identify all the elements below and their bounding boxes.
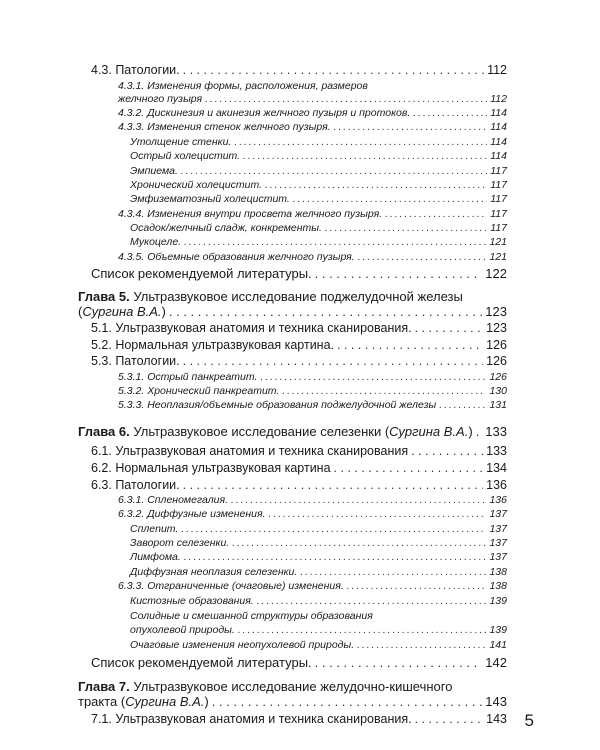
- toc-page-number: 114: [490, 150, 507, 162]
- dot-leader: [205, 93, 487, 105]
- toc-page-number: 114: [490, 136, 507, 148]
- toc-entry-text: 5.2. Нормальная ультразвуковая картина.: [91, 338, 335, 352]
- toc-page-number: 126: [489, 371, 507, 383]
- dot-leader: [411, 444, 483, 458]
- toc-page-number: 137: [489, 537, 507, 549]
- toc-entry-text: 5.3.2. Хронический панкреатит.: [118, 385, 280, 397]
- dot-leader: [413, 107, 487, 119]
- toc-entry-text: Эмпиема.: [130, 165, 178, 177]
- toc-page-number: 137: [489, 523, 507, 535]
- dot-leader: [184, 551, 487, 563]
- toc-entry-5-1: [91, 321, 507, 335]
- toc-entry: [130, 624, 507, 636]
- chapter-label: Глава 6.: [78, 424, 130, 439]
- toc-page-number: 141: [489, 639, 507, 651]
- dot-leader: [385, 208, 487, 220]
- dot-leader: [238, 624, 487, 636]
- chapter-title: Ультразвуковое исследование желудочно-кишечного: [133, 679, 453, 694]
- dot-leader: [415, 712, 484, 726]
- toc-entry-references: [91, 266, 507, 281]
- toc-entry-4-3-2: [118, 107, 507, 119]
- toc-page-number: 139: [489, 595, 507, 607]
- toc-page-number: 117: [490, 208, 507, 220]
- dot-leader: [358, 251, 487, 263]
- toc-page-number: 143: [485, 694, 507, 709]
- dot-leader: [181, 523, 486, 535]
- toc-entry-line1: Солидные и смешанной структуры образования: [130, 610, 373, 622]
- toc-entry-text: 6.3.1. Спленомегалия.: [118, 494, 229, 506]
- toc-entry-6-2: [91, 461, 507, 475]
- toc-entry-text: Сплenит.: [130, 523, 179, 535]
- toc-entry-6-1: [91, 444, 507, 458]
- toc-entry: [130, 165, 507, 177]
- toc-entry: [130, 551, 507, 563]
- chapter-author: Сургина В.А.: [125, 694, 205, 709]
- toc-entry-text: 5.3.1. Острый панкреатит.: [118, 371, 258, 383]
- toc-entry-4-3-1-line1: 4.3.1. Изменения формы, расположения, размеров: [118, 80, 368, 92]
- toc-entry-text: Очаговые изменения неопухолевой природы.: [130, 639, 355, 651]
- chapter-label: Глава 7.: [78, 679, 130, 694]
- toc-entry-text: Мукоцеле.: [130, 236, 182, 248]
- chapter-5-heading: [78, 289, 463, 304]
- dot-leader: [357, 639, 486, 651]
- toc-page-number: 133: [485, 424, 507, 439]
- toc-page-number: 139: [489, 624, 507, 636]
- chapter-title: Ультразвуковое исследование поджелудочной железы: [133, 289, 463, 304]
- toc-entry-references: [91, 655, 507, 670]
- toc-entry-text: 5.3.3. Неоплазия/объемные образования поджелудочной железы: [118, 399, 437, 411]
- toc-entry-text: 5.3. Патологии.: [91, 354, 180, 368]
- dot-leader: [183, 478, 484, 492]
- dot-leader: [282, 385, 486, 397]
- toc-page-number: 121: [489, 236, 507, 248]
- toc-page-number: 117: [490, 222, 507, 234]
- toc-entry-text: 6.3. Патологии.: [91, 478, 180, 492]
- toc-page-number: 112: [487, 63, 507, 77]
- toc-entry-4-3: [91, 63, 507, 77]
- chapter-author: Сургина В.А.: [389, 424, 469, 439]
- toc-entry-6-3-3: [118, 580, 507, 592]
- toc-entry-4-3-5: [118, 251, 507, 263]
- toc-page-number: 138: [489, 580, 507, 592]
- toc-entry-text: 4.3.3. Изменения стенок желчного пузыря.: [118, 121, 331, 133]
- toc-page-number: 117: [490, 165, 507, 177]
- toc-entry-text: желчного пузыря: [118, 93, 203, 105]
- toc-entry: [130, 236, 507, 248]
- dot-leader: [337, 338, 483, 352]
- toc-entry-text: Утолщение стенки.: [130, 136, 232, 148]
- toc-page-number: 137: [489, 508, 507, 520]
- toc-entry: [130, 222, 507, 234]
- chapter-5-line2: [78, 304, 507, 319]
- dot-leader: [184, 236, 486, 248]
- dot-leader: [183, 354, 484, 368]
- toc-entry-text: Лимфома.: [130, 551, 181, 563]
- toc-entry-text: 4.3. Патологии.: [91, 63, 180, 77]
- toc-entry-4-3-1: [118, 93, 507, 105]
- dot-leader: [269, 508, 487, 520]
- chapter-author-close: ): [204, 694, 209, 709]
- toc-entry-7-1: [91, 712, 507, 726]
- page-number: 5: [524, 711, 534, 730]
- chapter-author-line: [78, 694, 209, 709]
- toc-entry-5-3-3: [118, 399, 507, 411]
- toc-entry-5-3-2: [118, 385, 507, 397]
- toc-entry-text: 6.1. Ультразвуковая анатомия и техника сканирования: [91, 444, 409, 458]
- toc-page-number: 121: [489, 251, 507, 263]
- toc-entry-text: Кистозные образования.: [130, 595, 254, 607]
- toc-entry: [130, 595, 507, 607]
- toc-page-number: 126: [486, 338, 507, 352]
- toc-page-number: 123: [485, 304, 507, 319]
- chapter-author-open: (: [78, 304, 83, 319]
- chapter-title: Ультразвуковое исследование селезенки (: [133, 424, 390, 439]
- chapter-label: Глава 5.: [78, 289, 130, 304]
- toc-page-number: 117: [490, 193, 507, 205]
- dot-leader: [334, 121, 488, 133]
- toc-entry: [130, 523, 507, 535]
- toc-page-number: 130: [489, 385, 507, 397]
- chapter-author-close: ): [468, 424, 473, 439]
- toc-entry: [130, 639, 507, 651]
- dot-leader: [334, 461, 484, 475]
- toc-page-number: 136: [486, 478, 507, 492]
- toc-entry-text: Заворот селезенки.: [130, 537, 230, 549]
- toc-page-number: 137: [489, 551, 507, 563]
- toc-entry: [130, 566, 507, 578]
- toc-entry-6-3-2: [118, 508, 507, 520]
- toc-page-number: 136: [489, 494, 507, 506]
- toc-entry-5-2: [91, 338, 507, 352]
- chapter-7-heading: [78, 679, 452, 694]
- toc-page-number: 114: [490, 107, 507, 119]
- toc-entry: [130, 150, 507, 162]
- dot-leader: [234, 136, 487, 148]
- toc-entry-6-3-1: [118, 494, 507, 506]
- toc-entry-text: 6.3.3. Отграниченные (очаговые) изменения.: [118, 580, 344, 592]
- dot-leader: [439, 399, 486, 411]
- toc-entry-text: Осадок/желчный сладж, конкременты.: [130, 222, 322, 234]
- dot-leader: [265, 179, 487, 191]
- toc-entry-text: 6.3.2. Диффузные изменения.: [118, 508, 266, 520]
- dot-leader: [325, 222, 487, 234]
- toc-entry-text: Список рекомендуемой литературы.: [91, 655, 312, 670]
- toc-entry-5-3: [91, 354, 507, 368]
- toc-entry-4-3-4: [118, 208, 507, 220]
- toc-entry-6-3: [91, 478, 507, 492]
- toc-entry-4-3-3: [118, 121, 507, 133]
- toc-entry-text: Диффузная неоплазия селезенки.: [130, 566, 298, 578]
- dot-leader: [347, 580, 487, 592]
- toc-page-number: 123: [486, 321, 507, 335]
- toc-entry-text: Хронический холецистит.: [130, 179, 262, 191]
- chapter-heading-text: [78, 424, 473, 439]
- dot-leader: [415, 321, 484, 335]
- toc-entry: [130, 537, 507, 549]
- dot-leader: [181, 165, 487, 177]
- toc-entry: [130, 136, 507, 148]
- dot-leader: [232, 537, 486, 549]
- toc-entry-text: Эмфизематозный холецистит.: [130, 193, 290, 205]
- chapter-7-line2: [78, 694, 507, 709]
- toc-entry-text: 4.3.5. Объемные образования желчного пузыря.: [118, 251, 355, 263]
- toc-entry-text: 4.3.2. Дискинезия и акинезия желчного пузыря и протоков.: [118, 107, 411, 119]
- dot-leader: [315, 655, 483, 670]
- toc-page-number: 122: [485, 266, 507, 281]
- toc-entry-text: опухолевой природы.: [130, 624, 235, 636]
- toc-entry-text: Острый холецистит.: [130, 150, 241, 162]
- toc-entry-text: 6.2. Нормальная ультразвуковая картина: [91, 461, 331, 475]
- chapter-author-close: ): [161, 304, 166, 319]
- dot-leader: [169, 304, 482, 319]
- dot-leader: [231, 494, 486, 506]
- toc-page-number: 134: [486, 461, 507, 475]
- chapter-author-line: [78, 304, 166, 319]
- dot-leader: [212, 694, 483, 709]
- dot-leader: [315, 266, 483, 281]
- toc-page-number: 131: [489, 399, 507, 411]
- toc-page-number: 133: [486, 444, 507, 458]
- chapter-6-heading: [78, 424, 507, 439]
- toc-entry: [130, 179, 507, 191]
- toc-page-number: 117: [490, 179, 507, 191]
- toc-page-number: 126: [486, 354, 507, 368]
- chapter-title-cont: тракта (: [78, 694, 126, 709]
- toc-page-number: 143: [486, 712, 507, 726]
- toc-entry-5-3-1: [118, 371, 507, 383]
- toc-page-number: 142: [485, 655, 507, 670]
- dot-leader: [257, 595, 487, 607]
- toc-entry-text: 7.1. Ультразвуковая анатомия и техника сканирования.: [91, 712, 412, 726]
- chapter-author: Сургина В.А.: [82, 304, 162, 319]
- toc-entry: [130, 193, 507, 205]
- toc-entry-text: Список рекомендуемой литературы.: [91, 266, 312, 281]
- toc-page-number: 114: [490, 121, 507, 133]
- dot-leader: [260, 371, 486, 383]
- dot-leader: [243, 150, 487, 162]
- toc-page-number: 138: [489, 566, 507, 578]
- dot-leader: [300, 566, 486, 578]
- dot-leader: [183, 63, 484, 77]
- dot-leader: [293, 193, 487, 205]
- dot-leader: [476, 424, 483, 439]
- toc-entry-text: 5.1. Ультразвуковая анатомия и техника сканирования.: [91, 321, 412, 335]
- toc-entry-text: 4.3.4. Изменения внутри просвета желчного пузыря.: [118, 208, 383, 220]
- toc-page-number: 112: [490, 93, 507, 105]
